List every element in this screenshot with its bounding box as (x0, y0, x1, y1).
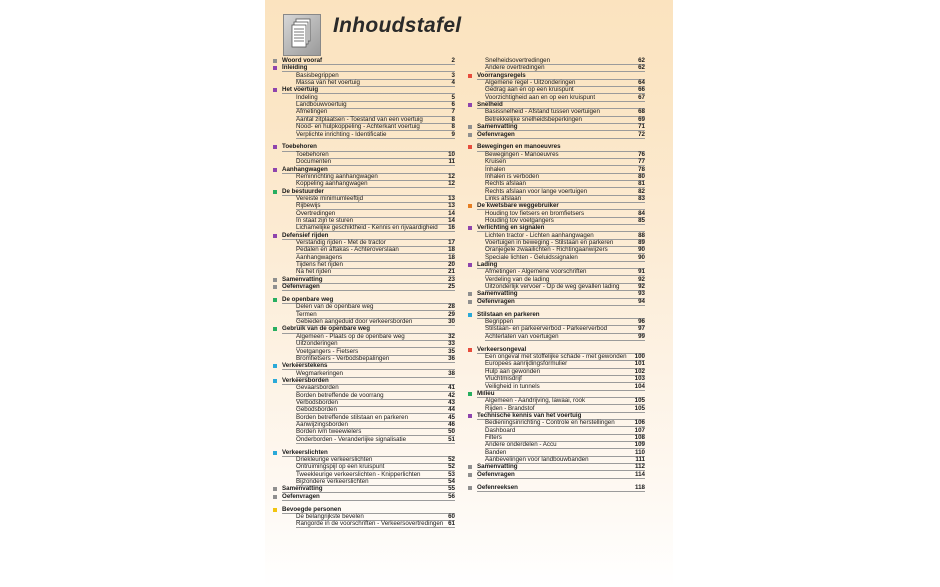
toc-label: Afmetingen - Algemene voorschriften (485, 268, 587, 276)
section-color-marker (273, 285, 277, 289)
toc-page-number: 97 (638, 325, 645, 333)
toc-page-number: 28 (448, 303, 455, 311)
toc-page-number: 68 (638, 108, 645, 116)
toc-label: Rangorde in de voorschriften - Verkeersovertredingen (296, 520, 444, 528)
toc-label: Lichten tractor - Lichten aanhangwagen (485, 231, 594, 239)
toc-label: Snelheid (477, 101, 503, 109)
document-stack-icon (291, 18, 311, 50)
toc-label: Termen (296, 310, 317, 318)
toc-label: Vluchtmisdrijf (485, 375, 522, 383)
section-color-marker (468, 204, 472, 208)
toc-label: Bijzondere verkeerslichten (296, 478, 369, 486)
toc-label: Oefenvragen (477, 470, 515, 478)
toc-page-number: 112 (635, 463, 645, 471)
toc-label: Samenvatting (282, 485, 323, 493)
toc-label: Delen van de openbare weg (296, 303, 374, 311)
toc-page-number: 50 (448, 428, 455, 436)
section-color-marker (468, 74, 472, 78)
section-color-marker (273, 278, 277, 282)
toc-page-number: 5 (451, 93, 455, 101)
toc-page-number: 100 (634, 353, 645, 361)
toc-page-number: 38 (448, 369, 455, 377)
toc-page-number: 53 (448, 470, 455, 478)
section-color-marker (468, 313, 472, 317)
toc-label: Rechts afslaan (485, 180, 526, 188)
toc-page-number: 77 (638, 158, 645, 166)
toc-label: Defensief rijden (282, 231, 329, 239)
row-divider (477, 305, 645, 306)
toc-label: De belangrijkste bevelen (296, 513, 364, 521)
toc-label: Wegmarkeringen (296, 369, 344, 377)
toc-label: Stilstaan- en parkeerverbod - Parkeerverbod (485, 325, 608, 333)
toc-page-number: 85 (638, 216, 645, 224)
toc-label: Oefenvragen (477, 297, 515, 305)
toc-page-number: 55 (448, 485, 455, 493)
section-color-marker (468, 473, 472, 477)
toc-label: Bewegingen en manoeuvres (477, 143, 561, 151)
toc-page-number: 81 (638, 180, 645, 188)
toc-label: Snelheidsovertredingen (485, 57, 551, 64)
toc-page-number: 69 (638, 115, 645, 123)
toc-label: Het voertuig (282, 86, 319, 94)
toc-label: Overtredingen (296, 209, 336, 217)
toc-label: Houding tov fietsers en bromfietsers (485, 209, 585, 217)
toc-page-number: 10 (448, 150, 455, 158)
toc-page-number: 67 (638, 93, 645, 101)
toc-label: Aantal zitplaatsen - Toestand van een voertuig (296, 115, 423, 123)
toc-page-number: 99 (638, 332, 645, 340)
toc-label: Oefenreeksen (477, 483, 518, 491)
toc-label: Lading (477, 261, 498, 269)
toc-label: Toebehoren (296, 150, 329, 158)
toc-label: Borden betreffende de voorrang (296, 391, 384, 399)
toc-page-number: 76 (638, 150, 645, 158)
toc-label: Gedrag aan en op een kruispunt (485, 86, 574, 94)
toc-page-number: 71 (638, 123, 645, 131)
section-color-marker (273, 234, 277, 238)
toc-page-number: 62 (638, 64, 645, 72)
toc-label: Bedieningsinrichting - Controle en herstellingen (485, 419, 615, 427)
toc-page-number: 114 (635, 470, 645, 478)
toc-page-number: 109 (634, 441, 645, 449)
toc-page-number: 103 (634, 375, 645, 383)
toc-page-number: 12 (448, 180, 455, 188)
toc-label: Oefenvragen (282, 492, 320, 500)
toc-label: Technische kennis van het voertuig (477, 411, 582, 419)
section-color-marker (468, 292, 472, 296)
section-color-marker (273, 487, 277, 491)
toc-page-number: 51 (448, 435, 455, 443)
toc-label: Andere overtredingen (485, 64, 545, 72)
section-color-marker (468, 300, 472, 304)
toc-page-number: 62 (638, 57, 645, 64)
toc-label: Stilstaan en parkeren (477, 310, 540, 318)
toc-label: Documenten (296, 158, 332, 166)
toc-page-number: 8 (451, 123, 455, 131)
toc-page-number: 13 (448, 202, 455, 210)
toc-page-number: 9 (451, 130, 455, 138)
toc-page-number: 14 (448, 209, 455, 217)
toc-label: Filters (485, 433, 502, 441)
section-color-marker (468, 465, 472, 469)
toc-page-number: 14 (448, 216, 455, 224)
toc-page-number: 45 (448, 413, 455, 421)
toc-label: Bewegingen - Manoeuvres (485, 150, 559, 158)
toc-label: Driekleurige verkeerslichten (296, 456, 373, 463)
toc-label: Verstandig rijden - Met de tractor (296, 239, 386, 246)
section-color-marker (273, 451, 277, 455)
toc-label: Landbouwvoertuig (296, 101, 347, 109)
toc-label: Massa van het voertuig (296, 79, 360, 87)
toc-label: Bromfietsers - Verbodsbepalingen (296, 354, 390, 362)
section-color-marker (273, 190, 277, 194)
toc-label: Borden betreffende stilstaan en parkeren (296, 413, 409, 421)
toc-label: Voetgangers - Fietsers (296, 347, 359, 355)
toc-label: Houding tov voetgangers (485, 216, 554, 224)
toc-label: Dashboard (485, 426, 516, 434)
row-divider (485, 340, 645, 341)
toc-label: Inhalen is verboden (485, 172, 540, 180)
toc-label: Milieu (477, 389, 495, 397)
toc-page-number: 8 (451, 115, 455, 123)
toc-label: Verbodsborden (296, 398, 338, 406)
toc-label: Gebieden aangeduid door verkeersborden (296, 318, 413, 326)
toc-page-number: 110 (635, 448, 645, 456)
section-color-marker (468, 145, 472, 149)
toc-label: Samenvatting (477, 123, 518, 131)
toc-label: Gevaarsborden (296, 384, 339, 392)
section-color-marker (273, 168, 277, 172)
toc-page-number: 43 (448, 398, 455, 406)
toc-page-number: 18 (448, 253, 455, 261)
toc-label: Verplichte inrichting - Identificatie (296, 130, 387, 138)
toc-label: Pedalen en aftakas - Achteroverslaan (296, 246, 399, 254)
toc-label: Gebruik van de openbare weg (282, 325, 371, 333)
toc-label: Samenvatting (282, 275, 323, 283)
toc-label: Algemeen - Plaats op de openbare weg (296, 332, 405, 340)
toc-page-number: 90 (638, 253, 645, 261)
toc-label: Na het rijden (296, 268, 332, 276)
row-divider (282, 500, 455, 501)
toc-page-number: 96 (638, 318, 645, 326)
toc-page-number: 36 (448, 354, 455, 362)
toc-page-number: 6 (451, 101, 455, 109)
toc-label: De openbare weg (282, 296, 334, 304)
toc-page-number: 83 (638, 194, 645, 202)
toc-label: Verkeersongeval (477, 345, 527, 353)
toc-label: Onderborden - Veranderlijke signalisatie (296, 435, 407, 443)
toc-page-number: 42 (448, 391, 455, 399)
row-divider (477, 491, 645, 492)
toc-label: Verkeerstekens (282, 362, 328, 370)
toc-label: Verkeersborden (282, 376, 329, 384)
toc-label: Verkeerslichten (282, 448, 328, 456)
toc-page-number: 11 (448, 158, 455, 166)
toc-page-number: 118 (635, 483, 645, 491)
toc-label: Verdeling van de lading (485, 275, 550, 283)
toc-label: Samenvatting (477, 463, 518, 471)
toc-page-number: 29 (448, 310, 455, 318)
toc-page-number: 84 (638, 209, 645, 217)
toc-page-number: 105 (634, 397, 645, 405)
toc-label: Ontruimingspijl op een kruispunt (296, 463, 385, 471)
row-divider (296, 443, 455, 444)
section-color-marker (468, 133, 472, 137)
toc-label: Andere onderdelen - Accu (485, 441, 557, 449)
toc-label: Aanbevelingen voor landbouwbanden (485, 456, 589, 463)
toc-page-number: 105 (634, 404, 645, 412)
toc-label: Gebodsborden (296, 406, 337, 414)
toc-label: Voorrangsregels (477, 71, 526, 79)
section-color-marker (468, 125, 472, 129)
toc-label: Rijden - Brandstof (485, 404, 535, 412)
toc-label: Voertuigen in beweging - Stilstaan en parkeren (485, 239, 614, 246)
section-color-marker (468, 392, 472, 396)
toc-page-number: 91 (638, 268, 645, 276)
toc-label: Afmetingen (296, 108, 328, 116)
section-color-marker (273, 88, 277, 92)
toc-page-number: 32 (448, 332, 455, 340)
toc-label: Tijdens het rijden (296, 261, 343, 269)
section-color-marker (273, 66, 277, 70)
toc-label: Lichamelijke geschiktheid - Kennis en rijvaardigheid (296, 224, 438, 232)
toc-page-number: 66 (638, 86, 645, 94)
toc-label: Hulp aan gewonden (485, 367, 541, 375)
toc-label: Uitzonderingen (296, 340, 338, 348)
toc-label: Indeling (296, 93, 318, 101)
section-color-marker (273, 298, 277, 302)
toc-page-number: 72 (638, 130, 645, 138)
section-color-marker (468, 103, 472, 107)
toc-page-number: 88 (638, 231, 645, 239)
toc-label: Oefenvragen (282, 283, 320, 291)
toc-page-number: 17 (448, 239, 455, 246)
toc-label: Begrippen (485, 318, 514, 326)
toc-label: Voorzichtigheid aan en op een kruispunt (485, 93, 596, 101)
toc-page-number: 80 (638, 172, 645, 180)
row-divider (296, 138, 455, 139)
toc-page-number: 89 (638, 239, 645, 246)
row-divider (282, 290, 455, 291)
row-divider (477, 138, 645, 139)
toc-label: Betrekkelijke snelheidsbeperkingen (485, 115, 582, 123)
toc-label: Banden (485, 448, 507, 456)
toc-label: Rijbewijs (296, 202, 321, 210)
toc-label: Speciale lichten - Geluidssignalen (485, 253, 578, 261)
toc-label: Koppeling aanhangwagen (296, 180, 368, 188)
toc-page-number: 23 (448, 275, 455, 283)
toc-label: Europees aanrijdingsformulier (485, 360, 568, 368)
toc-label: Basisbegrippen (296, 71, 339, 79)
toc-page-number: 52 (448, 456, 455, 463)
toc-page-number: 4 (451, 79, 455, 87)
toc-label: Links afslaan (485, 194, 522, 202)
section-color-marker (273, 59, 277, 63)
toc-page-number: 78 (638, 165, 645, 173)
toc-label: Tweekleurige verkeerslichten - Knipperlichten (296, 470, 421, 478)
toc-page-number: 93 (638, 290, 645, 298)
toc-label: De kwetsbare weggebruiker (477, 202, 559, 210)
toc-label: Achterlaten van voertuigen (485, 332, 559, 340)
toc-page-number: 104 (634, 382, 645, 390)
toc-page-number: 46 (448, 421, 455, 428)
toc-label: Samenvatting (477, 290, 518, 298)
toc-page-number: 20 (448, 261, 455, 269)
toc-page-number: 41 (448, 384, 455, 392)
toc-label: Toebehoren (282, 143, 317, 151)
section-color-marker (273, 379, 277, 383)
toc-page-number: 92 (638, 275, 645, 283)
toc-label: Borden ivm tweewielers (296, 428, 362, 436)
toc-label: Oefenvragen (477, 130, 515, 138)
section-color-marker (273, 364, 277, 368)
toc-label: Algemene regel - Uitzonderingen (485, 79, 576, 87)
toc-label: Inleiding (282, 64, 308, 72)
toc-label: Inhalen (485, 165, 506, 173)
toc-label: Kruisen (485, 158, 506, 166)
toc-label: Algemeen - Aandrijving, lawaai, rook (485, 397, 586, 405)
section-color-marker (468, 263, 472, 267)
toc-label: Bevoegde personen (282, 505, 342, 513)
toc-page-number: 101 (634, 360, 645, 368)
toc-page-number: 64 (638, 79, 645, 87)
toc-page-number: 33 (448, 340, 455, 348)
toc-page-number: 94 (638, 297, 645, 305)
section-color-marker (273, 495, 277, 499)
toc-page-number: 18 (448, 246, 455, 254)
toc-label: Rechts afslaan voor lange voertuigen (485, 187, 588, 195)
section-color-marker (468, 414, 472, 418)
section-color-marker (273, 508, 277, 512)
toc-label: Veiligheid in tunnels (485, 382, 540, 390)
toc-page-number: 30 (448, 318, 455, 326)
toc-label: Aanwijzingsborden (296, 421, 348, 428)
toc-page-number: 3 (451, 71, 455, 79)
toc-page-number: 7 (451, 108, 455, 116)
toc-label: Aanhangwagens (296, 253, 343, 261)
toc-label: Nood- en hulpkoppeling - Achterkant voertuig (296, 123, 420, 131)
toc-page-number: 82 (638, 187, 645, 195)
row-divider (296, 527, 455, 528)
toc-page-number: 12 (448, 172, 455, 180)
toc-page-number: 54 (448, 478, 455, 486)
section-color-marker (468, 348, 472, 352)
toc-page-number: 44 (448, 406, 455, 414)
toc-page-number: 107 (634, 426, 645, 434)
toc-page-number: 52 (448, 463, 455, 471)
toc-page-number: 60 (448, 513, 455, 521)
toc-label: In staat zijn te sturen (296, 216, 354, 224)
toc-label: Vereiste minimumleeftijd (296, 194, 364, 202)
toc-page-number: 108 (634, 433, 645, 441)
toc-page-number: 35 (448, 347, 455, 355)
page-title: Inhoudstafel (333, 14, 462, 37)
toc-label: Een ongeval met stoffelijke schade - met gewonden (485, 353, 627, 361)
toc-page-number: 56 (448, 492, 455, 500)
toc-page-number: 61 (448, 520, 455, 528)
toc-page-number: 16 (448, 224, 455, 232)
toc-page-number: 25 (448, 283, 455, 291)
toc-page-number: 111 (635, 456, 645, 463)
toc-page-number: 2 (451, 57, 455, 64)
toc-label: Woord vooraf (282, 57, 323, 64)
toc-label: Reminrichting aanhangwagen (296, 172, 378, 180)
section-color-marker (273, 145, 277, 149)
toc-label: Basissnelheid - Afstand tussen voertuigen (485, 108, 600, 116)
toc-page-number: 92 (638, 283, 645, 291)
toc-label: De bestuurder (282, 187, 324, 195)
toc-page-number: 13 (448, 194, 455, 202)
toc-label: Uitzonderlijk vervoer - Op de weg gevallen lading (485, 283, 620, 291)
toc-label: Aanhangwagen (282, 165, 328, 173)
toc-label: Oranjegele zwaailichten - Richtingaanwijzers (485, 246, 608, 254)
toc-page-number: 21 (448, 268, 455, 276)
row-divider (477, 478, 645, 479)
toc-page-number: 106 (634, 419, 645, 427)
toc-page-number: 102 (634, 367, 645, 375)
toc-label: Verlichting en signalen (477, 224, 545, 232)
section-color-marker (273, 327, 277, 331)
section-color-marker (468, 486, 472, 490)
toc-page-number: 90 (638, 246, 645, 254)
section-color-marker (468, 226, 472, 230)
